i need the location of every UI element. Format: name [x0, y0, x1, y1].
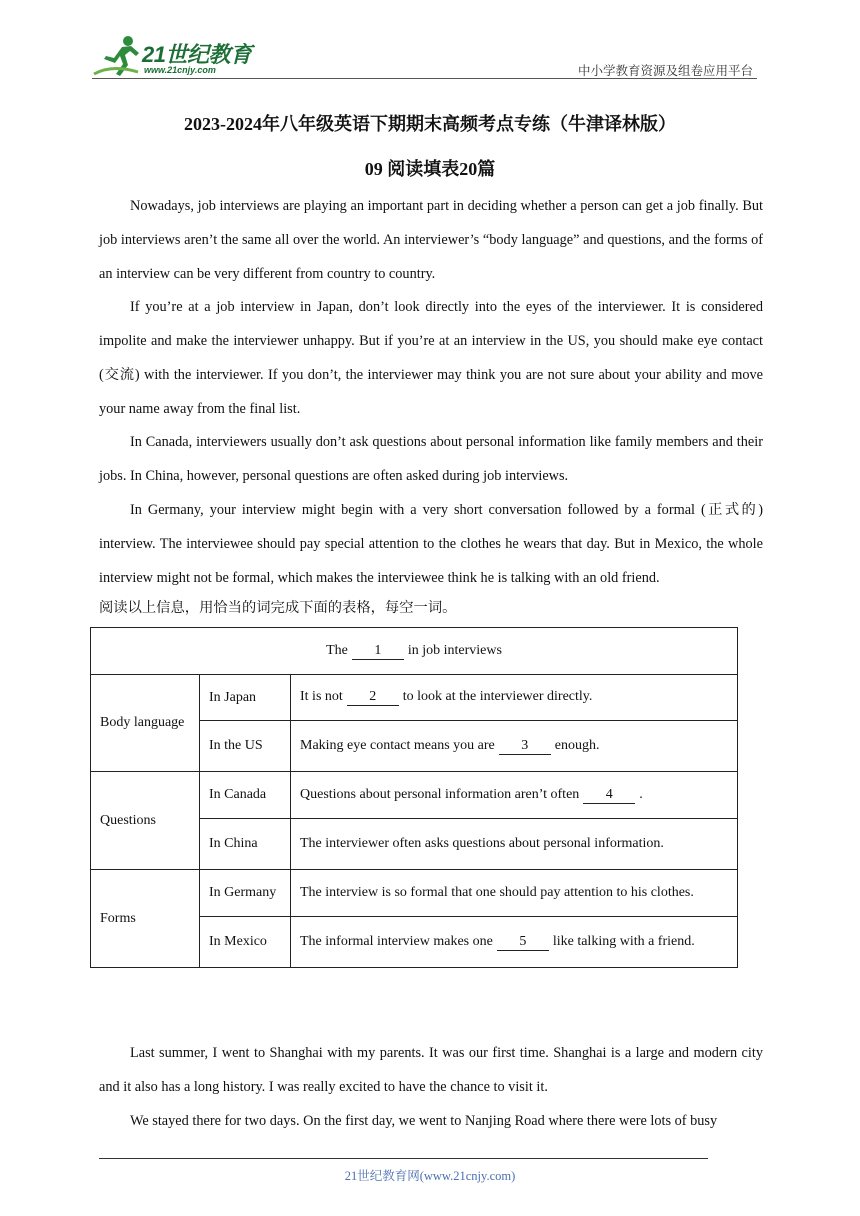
logo-text: 21世纪教育	[142, 42, 252, 67]
country-cell: In Germany	[200, 870, 291, 917]
table-row	[91, 870, 738, 917]
logo-url: www.21cnjy.com	[144, 65, 216, 75]
footer-divider	[99, 1158, 708, 1159]
fill-in-table	[90, 627, 738, 968]
passage1-paragraph: Nowadays, job interviews are playing an important part in deciding whether a person can get a job finally. But job interviews aren’t the same all over the world. An interviewer’s “body language” and questions, and the forms of an interview can be very different from country to country.	[99, 198, 763, 282]
country-cell: In Mexico	[200, 917, 291, 968]
country-cell: In Japan	[200, 675, 291, 721]
passage2-paragraph: We stayed there for two days. On the first day, we went to Nanjing Road where there were lots of busy	[130, 1113, 718, 1129]
page-header	[92, 34, 757, 78]
passage1-paragraph: In Germany, your interview might begin with a very short conversation followed by a formal (正式的) interview. The interviewee should pay special attention to the clothes he wears that day. But in Mexico, the whole interview might not be formal, which makes the interviewee think he is talking with an old friend.	[99, 502, 763, 586]
header-platform-text: 中小学教育资源及组卷应用平台	[577, 64, 753, 78]
content-cell: The interview is so formal that one should pay attention to his clothes.	[291, 870, 738, 917]
content-cell: Making eye contact means you are 3 enough.	[291, 721, 738, 772]
answer-blank[interactable]: 4	[583, 787, 635, 804]
passage1-paragraph: In Canada, interviewers usually don’t ask questions about personal information like family members and their jobs. In China, however, personal questions are often asked during job interviews.	[99, 434, 763, 484]
passage1-paragraph: If you’re at a job interview in Japan, don’t look directly into the eyes of the interviewer. It is considered impolite and make the interviewer unhappy. But if you’re at an interview in the US, you should make eye contact (交流) with the interviewer. If you don’t, the interviewer may think you are not sure about your ability and move your name away from the final list.	[99, 299, 763, 417]
answer-blank[interactable]: 5	[497, 934, 549, 951]
passage2-paragraph: Last summer, I went to Shanghai with my parents. It was our first time. Shanghai is a large and modern city and it also has a long history. I was really excited to have the chance to visit it.	[99, 1045, 763, 1095]
document-title: 2023-2024年八年级英语下期期末高频考点专练（牛津译林版）	[184, 114, 676, 134]
content-cell: The interviewer often asks questions about personal information.	[291, 819, 738, 870]
answer-blank[interactable]: 2	[347, 689, 399, 706]
country-cell: In China	[200, 819, 291, 870]
content-cell: The informal interview makes one 5 like talking with a friend.	[291, 917, 738, 968]
answer-blank[interactable]: 3	[499, 738, 551, 755]
country-cell: In the US	[200, 721, 291, 772]
table-row	[91, 772, 738, 819]
table-title-cell: The 1 in job interviews	[91, 628, 738, 675]
content-cell: It is not 2 to look at the interviewer directly.	[291, 675, 738, 721]
content-cell: Questions about personal information aren’t often 4 .	[291, 772, 738, 819]
category-cell: Body language	[91, 675, 200, 772]
category-cell: Questions	[91, 772, 200, 870]
site-logo	[92, 34, 262, 78]
instruction-text: 阅读以上信息，用恰当的词完成下面的表格，每空一词。	[99, 600, 457, 616]
document-subtitle: 09 阅读填表20篇	[364, 159, 496, 179]
category-cell: Forms	[91, 870, 200, 968]
runner-icon	[92, 34, 142, 78]
footer-text[interactable]: 21世纪教育网(www.21cnjy.com)	[344, 1169, 516, 1183]
answer-blank[interactable]: 1	[352, 643, 404, 660]
country-cell: In Canada	[200, 772, 291, 819]
header-divider	[92, 78, 757, 79]
table-row	[91, 675, 738, 721]
table-title-row	[91, 628, 738, 675]
